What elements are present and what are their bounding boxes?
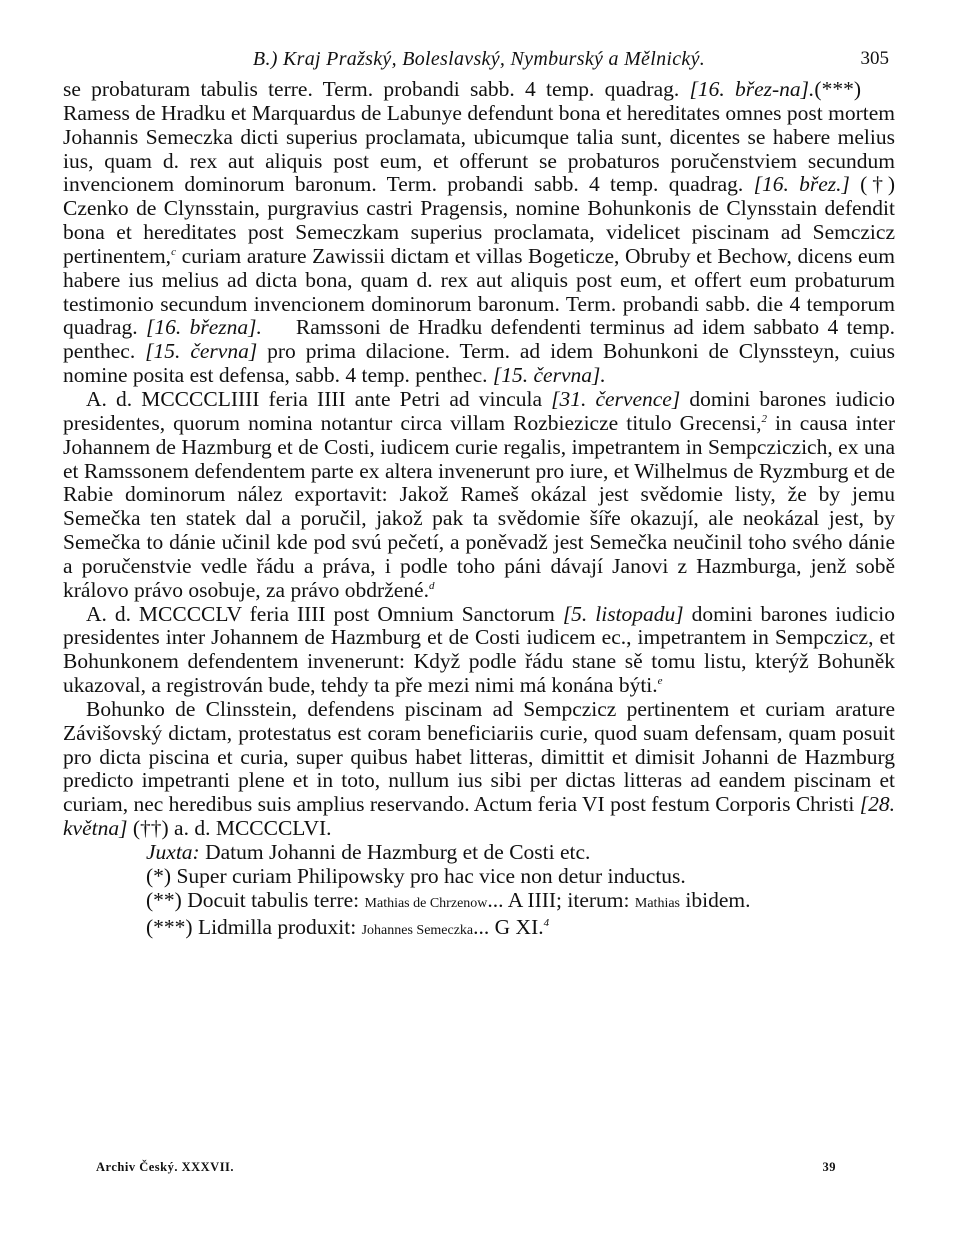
marginal-notes	[63, 841, 895, 942]
printer-signature: Archiv Český. XXXVII.	[96, 1160, 235, 1174]
note-reference: 2	[761, 412, 767, 425]
note-reference: e	[657, 674, 663, 687]
text-run: in causa inter Johannem de Hazmburg et de Costi, iudicem curie regalis, impetrantem in Sempcziczich, ex una et Ramssonem defendentem parte ex altera invenerunt pro iure, et Wilhelmus de Ryzmburg et de Rabie dominorum nález exportavit: Jakož Rameš okázal jest svědomie listy, že by jemu Semečka ten statek dal a poručil, jakož pak ta svědomie šíře okazují, ale neokázal jest, by Semečka to dánie učinil kde pod svú pečetí, a poněvadž jest Semečka neučinil toho svého dánie a poručenstvie vedle řádu a práva, i podle toho páni dávají Janovi z Hazmburga, jenž sobě královo právo osobuje, za právo obdržené.	[63, 410, 895, 602]
small-text: Mathias de Chrzenow	[364, 895, 488, 911]
text-run: domini barones iudicio presidentes, quorum nomina notantur circa villam Rozbiezicze titulo Grecensi,	[63, 386, 895, 435]
date-bracket: [16. března].	[146, 315, 262, 340]
juxta-label: Juxta:	[146, 840, 200, 864]
text-run: domini barones iudicio presidentes inter Johannem de Hazmburg et de Costi iudicem ec., impetrantem in Sempczicz, et Bohunkonem defendentem invenerunt: Když podle řádu stane sě tomu listu, kterýž Bohuněk ukazoval, a registrován bude, tehdy ta pře mezi nimi má konána býti.	[63, 601, 895, 698]
text-run: Ramess de Hradku et Marquardus de Labunye defendunt bona et hereditates omnes post mortem Johannis Semeczka dicti superius proclamata, ubicumque talia sunt, dicentes se habere melius ius, quam d. rex aut aliquis post eum, et offerunt se probaturos poručenstviem secundum invencionem dominorum baronum. Term. probandi sabb. 4 temp. quadrag.	[63, 100, 895, 197]
text-run: Bohunko de Clinsstein, defendens piscinam ad Sempczicz pertinentem et curiam arature Závišovský dictam, protestatus est coram beneficiariis curie, quod suam defensam, quam posuit pro dicta piscina et curia, super quibus habet litteras, dimittit et dimisit Johanni de Hazmburg predicto impetranti plene et in toto, nullum ius sibi per dictas litteras ad eandem piscinam et curiam, nec heredibus suis amplius reservando. Actum feria VI post festum Corporis Christi	[63, 696, 895, 817]
main-text	[63, 78, 895, 942]
text-run: ... A IIII; iterum:	[487, 887, 635, 912]
date-bracket: [16. břez-na].	[689, 77, 815, 101]
page-number: 305	[860, 48, 889, 69]
paragraph-1	[63, 78, 895, 388]
text-run: (†) Czenko de Clynsstain, purgravius castri Pragensis, nomine Bohunkonis de Clynsstain defendit bona et hereditates post Semeczkam superius proclamata, videlicet piscinam ad Semczicz pertinentem,	[63, 172, 895, 268]
sheet-number: 39	[822, 1160, 836, 1174]
note-reference: 4	[543, 916, 550, 929]
footnote-marker: (***)	[814, 77, 861, 101]
text-run: Ramssoni de Hradku defendenti terminus ad idem sabbato 4 temp. penthec.	[63, 315, 896, 364]
small-text: Johannes Semeczka	[361, 922, 474, 938]
paragraph-3	[63, 603, 895, 698]
text-run: ... G XI.	[473, 914, 544, 939]
text-run: se probaturam tabulis terre. Term. probandi sabb. 4 temp. quadrag.	[63, 77, 690, 101]
text-run: ibidem.	[680, 887, 751, 912]
small-text: Mathias	[634, 895, 680, 911]
text-run: (**) Docuit tabulis terre:	[146, 887, 365, 912]
date-bracket: [15. června].	[492, 363, 606, 388]
note-reference: d	[428, 579, 435, 592]
text-run: Datum Johanni de Hazmburg et de Costi etc.	[199, 840, 591, 864]
text-run: (††) a. d. MCCCCLVI.	[127, 816, 332, 841]
date-bracket: [16. břez.]	[753, 172, 850, 197]
date-bracket: [15. června]	[145, 339, 258, 364]
text-run: (***) Lidmilla produxit:	[146, 914, 362, 939]
note-3	[63, 916, 895, 943]
date-bracket: [31. července]	[551, 386, 681, 411]
paragraph-2	[63, 388, 895, 603]
date-bracket: [5. listopadu]	[562, 601, 684, 626]
text-run: curiam arature Zawissii dictam et villas Bogeticze, Obruby et Bechow, dicens eum habere ius melius ad dicta bona, quam d. rex aut aliquis post eum, et offert eum probaturum testimonio secundum invencionem dominorum baronum. Term. probandi sabb. die 4 temporum quadrag.	[63, 243, 895, 340]
note-2	[63, 889, 895, 916]
running-title: B.) Kraj Pražský, Boleslavský, Nymburský a Mělnický.	[252, 48, 706, 70]
text-run: pro prima dilacione. Term. ad idem Bohunkoni de Clynssteyn, cuius nomine posita est defensa, sabb. 4 temp. penthec.	[63, 339, 895, 388]
running-header	[63, 40, 895, 76]
juxta-note	[63, 841, 895, 865]
date-bracket: [28. května]	[63, 792, 895, 841]
note-1: (*) Super curiam Philipowsky pro hac vice non detur inductus.	[146, 863, 686, 888]
text-run: A. d. MCCCCLIIII feria IIII ante Petri ad vincula	[86, 386, 552, 411]
paragraph-4	[63, 698, 895, 841]
page-footer	[96, 1160, 836, 1184]
text-run: A. d. MCCCCLV feria IIII post Omnium Sanctorum	[86, 601, 563, 626]
note-reference: c	[171, 245, 176, 258]
